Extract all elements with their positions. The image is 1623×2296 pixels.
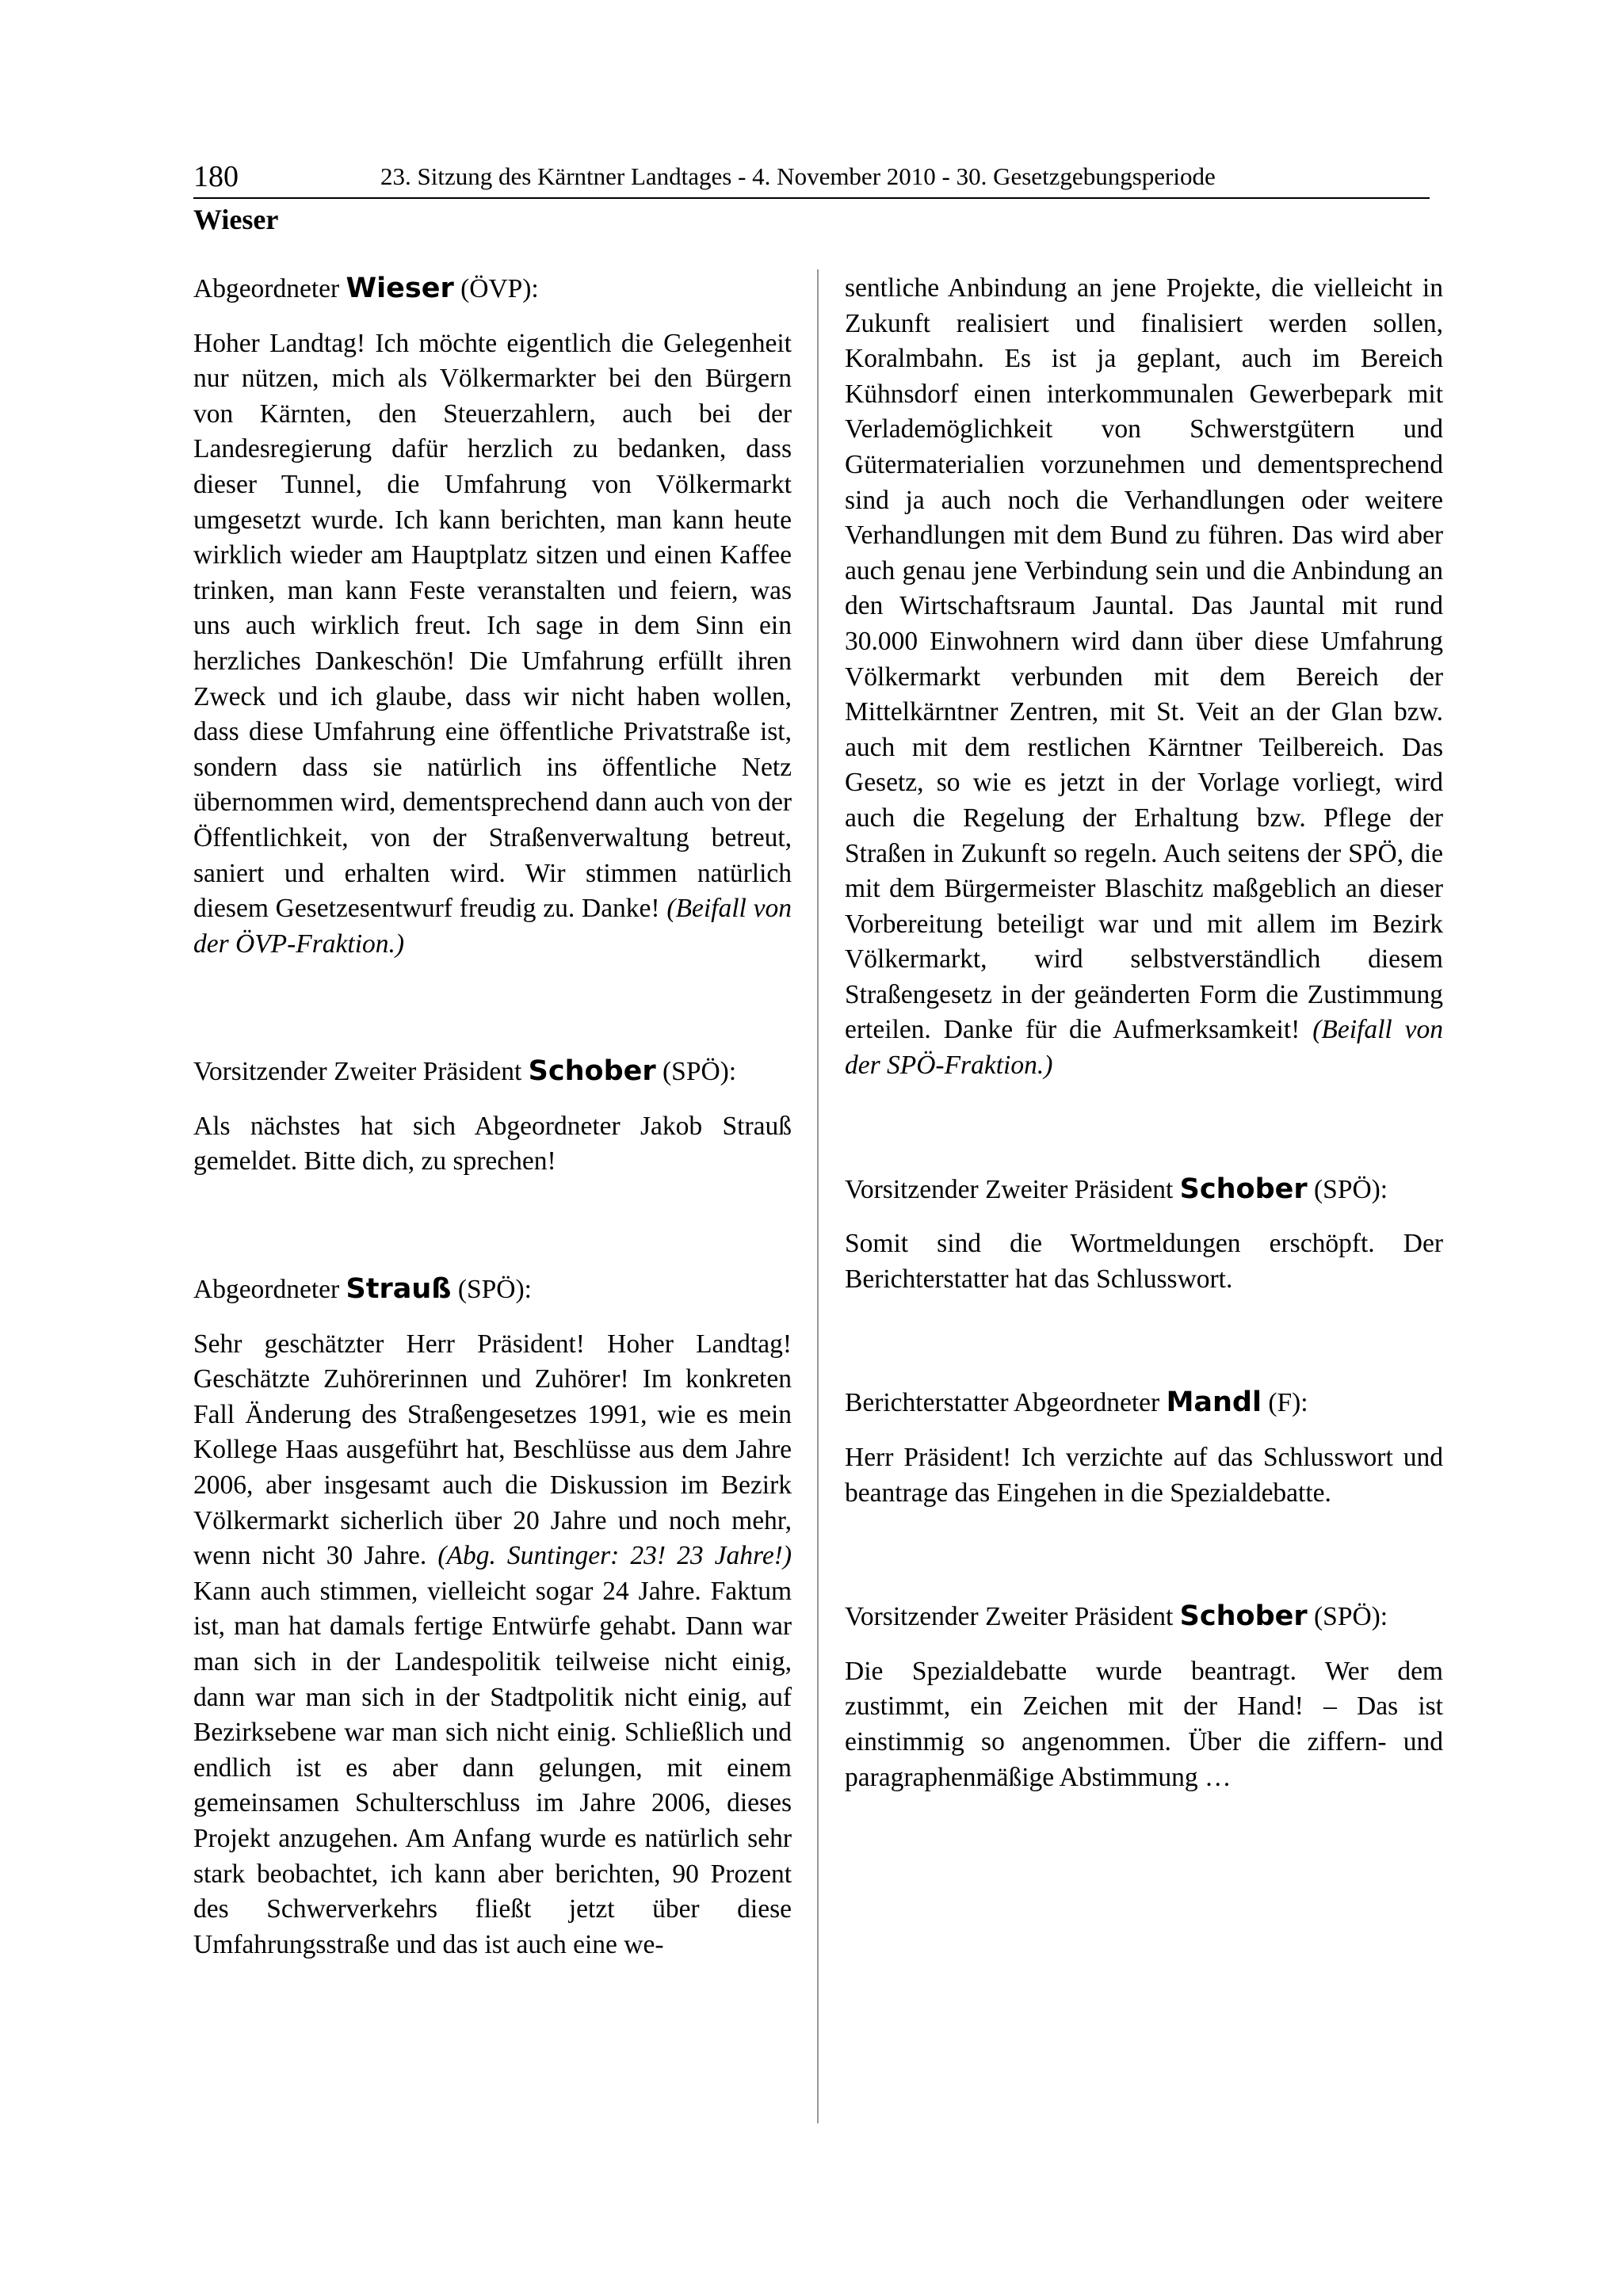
speaker-line: Vorsitzender Zweiter Präsident Schober (SPÖ):: [193, 1055, 737, 1088]
speaker-name: Mandl: [1166, 1386, 1262, 1419]
speaker-name: Schober: [1179, 1173, 1308, 1205]
header-rule: [193, 197, 1430, 199]
column-divider: [817, 269, 819, 2123]
speech-paragraph: Somit sind die Wortmeldungen erschöpft. Der Berichterstatter hat das Schlusswort.: [845, 1229, 1443, 1294]
page-header: [193, 155, 1430, 198]
speaker-line: Berichterstatter Abgeordneter Mandl (F):: [845, 1386, 1308, 1419]
interjection: (Abg. Suntinger: 23! 23 Jahre!): [437, 1541, 792, 1571]
page-number: 180: [193, 160, 239, 193]
left-column: [193, 271, 792, 1962]
interjection: (Beifall von der ÖVP-Fraktion.): [193, 894, 792, 959]
speech-paragraph: sentliche Anbindung an jene Projekte, die vielleicht in Zukunft realisiert und finalisiert werden sollen, Koralmbahn. Es ist ja geplant, auch im Bereich Kühnsdorf einen interkommunalen Gewerbepark mit Verlademöglichkeit von Schwerstgütern und Gütermaterialien vorzunehmen und dementsprechend sind ja auch noch die Verhandlungen oder weitere Verhandlungen mit dem Bund zu führen. Das wird aber auch genau jene Verbindung sein und die Anbindung an den Wirtschaftsraum Jauntal. Das Jauntal mit rund 30.000 Einwohnern wird dann über diese Umfahrung Völkermarkt verbunden mit dem Bereich der Mittelkärntner Zentren, mit St. Veit an der Glan bzw. auch mit dem restlichen Kärntner Teilbereich. Das Gesetz, so wie es jetzt in der Vorlage vorliegt, wird auch die Regelung der Erhaltung bzw. Pflege der Straßen in Zukunft so regeln. Auch seitens der SPÖ, die mit dem Bürgermeister Blaschitz maßgeblich an dieser Vorbereitung beteiligt war und mit allem im Bezirk Völkermarkt, wird selbstverständlich diesem Straßengesetz in der geänderten Form die Zustimmung erteilen. Danke für die Aufmerksamkeit! (Beifall von der SPÖ-Fraktion.): [845, 273, 1443, 1081]
speaker-name: Schober: [528, 1055, 656, 1088]
speaker-name: Wieser: [346, 273, 454, 304]
speech-paragraph: Als nächstes hat sich Abgeordneter Jakob Strauß gemeldet. Bitte dich, zu sprechen!: [193, 1111, 792, 1177]
interjection: (Beifall von der SPÖ-Fraktion.): [845, 1015, 1443, 1081]
speaker-line: Abgeordneter Strauß (SPÖ):: [193, 1273, 532, 1306]
running-title: 23. Sitzung des Kärntner Landtages - 4. November 2010 - 30. Gesetzgebungsperiode: [380, 162, 1216, 190]
speech-paragraph: Herr Präsident! Ich verzichte auf das Schlusswort und beantrage das Eingehen in die Spezialdebatte.: [845, 1443, 1443, 1508]
speech-paragraph: Sehr geschätzter Herr Präsident! Hoher Landtag! Geschätzte Zuhörerinnen und Zuhörer! Im konkreten Fall Änderung des Straßengesetzes 1991, wie es mein Kollege Haas ausgeführt hat, Beschlüsse aus dem Jahre 2006, aber insgesamt auch die Diskussion im Bezirk Völkermarkt sicherlich über 20 Jahre und noch mehr, wenn nicht 30 Jahre. (Abg. Suntinger: 23! 23 Jahre!) Kann auch stimmen, vielleicht sogar 24 Jahre. Faktum ist, man hat damals fertige Entwürfe gehabt. Dann war man sich in der Landespolitik teilweise nicht einig, dann war man sich in der Stadtpolitik nicht einig, auf Bezirksebene war man sich nicht einig. Schließlich und endlich ist es aber dann gelungen, mit einem gemeinsamen Schulterschluss im Jahre 2006, dieses Projekt anzugehen. Am Anfang wurde es natürlich sehr stark beobachtet, ich kann aber berichten, 90 Prozent des Schwerverkehrs fließt jetzt über diese Umfahrungsstraße und das ist auch eine we-: [193, 1329, 792, 1959]
speech-paragraph: Die Spezialdebatte wurde beantragt. Wer dem zustimmt, ein Zeichen mit der Hand! – Das ist einstimmig so angenommen. Über die ziffern- und paragraphenmäßige Abstimmung …: [845, 1656, 1443, 1792]
speaker-name: Schober: [1179, 1600, 1308, 1633]
right-column: [845, 271, 1443, 1795]
speaker-name: Strauß: [346, 1273, 452, 1306]
speaker-line: Vorsitzender Zweiter Präsident Schober (SPÖ):: [845, 1173, 1388, 1205]
speaker-line: Vorsitzender Zweiter Präsident Schober (SPÖ):: [845, 1600, 1388, 1633]
header-speaker: Wieser: [193, 204, 279, 235]
speaker-line: Abgeordneter Wieser (ÖVP):: [193, 273, 539, 304]
speech-paragraph: Hoher Landtag! Ich möchte eigentlich die Gelegenheit nur nützen, mich als Völkermarkter bei den Bürgern von Kärnten, den Steuerzahlern, auch bei der Landesregierung dafür herzlich zu bedanken, dass dieser Tunnel, die Umfahrung von Völkermarkt umgesetzt wurde. Ich kann berichten, man kann heute wirklich wieder am Hauptplatz sitzen und einen Kaffee trinken, man kann Feste veranstalten und feiern, was uns auch wirklich freut. Ich sage in dem Sinn ein herzliches Dankeschön! Die Umfahrung erfüllt ihren Zweck und ich glaube, dass wir nicht haben wollen, dass diese Umfahrung eine öffentliche Privatstraße ist, sondern dass sie natürlich ins öffentliche Netz übernommen wird, dementsprechend dann auch von der Öffentlichkeit, von der Straßenverwaltung betreut, saniert und erhalten wird. Wir stimmen natürlich diesem Gesetzesentwurf freudig zu. Danke! (Beifall von der ÖVP-Fraktion.): [193, 328, 792, 959]
